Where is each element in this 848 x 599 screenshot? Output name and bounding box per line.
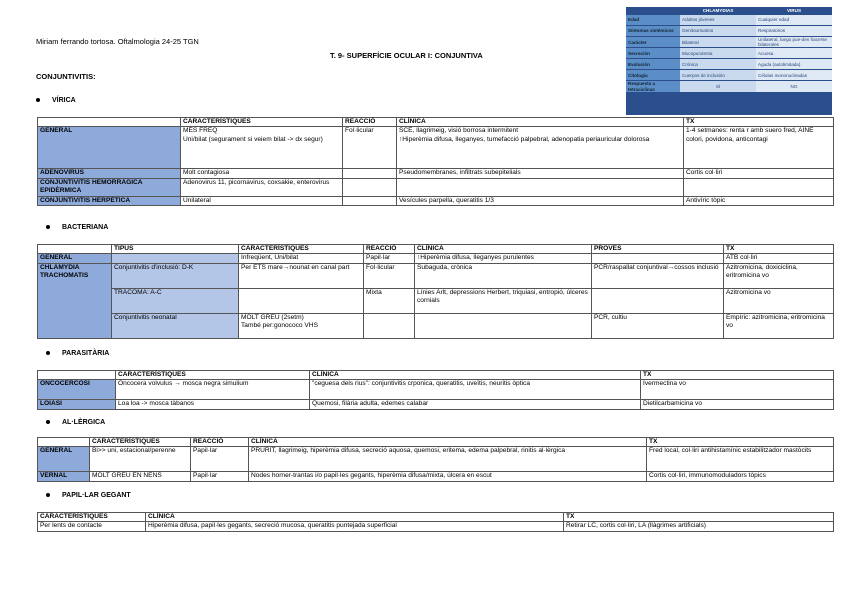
cell: Oncocera volvulus → mosca negra simulium [116, 380, 310, 400]
cell: Retirar LC, cortis col·liri, LA (llàgrimes artificials) [564, 522, 834, 531]
cell: PCR/raspallat conjuntival→cossos inclusió [592, 263, 724, 288]
cell: Cortis col·liri, immunomoduladors tòpics [647, 472, 834, 481]
inset-key: Síntomas sistémicos [626, 26, 680, 37]
inset-val: Cualquier edad [756, 15, 832, 26]
col-header: PROVES [592, 245, 724, 254]
cell: Quemosi, filària adulta, edemes calabar [310, 400, 641, 409]
col-header: REACCIÓ [343, 118, 397, 127]
inset-val: SÍ [680, 81, 756, 92]
cell: ↑Hiperèmia difusa, lleganyes purulentes [415, 254, 592, 263]
col-header: CLÍNICA [397, 118, 684, 127]
cell: MOLT GREU EN NENS [90, 472, 191, 481]
cell: Vesícules parpella, queratitis 1/3 [397, 196, 684, 205]
cell [684, 178, 834, 196]
cell: Adenovirus 11, picornavirus, coxsakie, enterovirus [181, 178, 343, 196]
cell: Azitromicina, doxiciclina, eritromicina vo [724, 263, 834, 288]
cell [343, 169, 397, 178]
row-label: GENERAL [38, 254, 112, 263]
inset-key: Citología [626, 70, 680, 81]
inset-val: Unilateral, luego pue-den hacerse bilaterales [756, 37, 832, 48]
col-header: CLÍNICA [310, 371, 641, 380]
cell [112, 254, 239, 263]
cell: Antivíric tòpic [684, 196, 834, 205]
inset-key: Edad [626, 15, 680, 26]
cell: ATB col·liri [724, 254, 834, 263]
bullet-dot-icon [46, 493, 50, 497]
cell [343, 196, 397, 205]
col-header: CARACTERÍSTIQUES [181, 118, 343, 127]
cell: Loa loa -> mosca tàbanos [116, 400, 310, 409]
cell: Papil·lar [191, 447, 249, 472]
cell [415, 313, 592, 338]
cell [343, 178, 397, 196]
cell: Fol·licular [364, 263, 415, 288]
bullet-dot-icon [46, 351, 50, 355]
cell: Pseudomembranes, infiltrats subepitelials [397, 169, 684, 178]
cell: Azitromicina vo [724, 288, 834, 313]
cell: 1-4 setmanes: renta r amb suero fred, AINE colori, povidona, anticontagi [684, 127, 834, 169]
col-header: TIPUS [112, 245, 239, 254]
cell: Dietilcarbamicina vo [641, 400, 834, 409]
bullet-alergica [46, 419, 105, 426]
col-header: CARACTERÍSTIQUES [116, 371, 310, 380]
cell [364, 313, 415, 338]
alergica-table [37, 437, 834, 482]
inset-val: Mucopurulenta [680, 48, 756, 59]
row-label: VERNAL [38, 472, 90, 481]
cell: MÉS FREQ Uni/bilat (segurament si veiem bilat -> dx segur) [181, 127, 343, 169]
cell: Ivermectina vo [641, 380, 834, 400]
col-header: CLÍNICA [249, 438, 647, 447]
row-label: CONJUNTIVITIS HERPÈTICA [38, 196, 181, 205]
cell: Línies Arlt, depressions Herbert, triquiasi, entropió, úlceres cornials [415, 288, 592, 313]
col-header: TX [647, 438, 834, 447]
cell: Infreqüent, Uni/bilat [239, 254, 364, 263]
col-header: REACCIÓ [364, 245, 415, 254]
bullet-papil [46, 492, 131, 499]
bullet-label: PARASITÀRIA [62, 350, 110, 357]
bullet-bacteriana [46, 224, 108, 231]
cell: Empíric: azitromicina, eritromicina vo [724, 313, 834, 338]
cell: Bi>> uni, estacional/perenne [90, 447, 191, 472]
col-header: CARACTERÍSTIQUES [90, 438, 191, 447]
cell [397, 178, 684, 196]
row-label: CONJUNTIVITIS HEMORRÀGICA EPIDÈRMICA [38, 178, 181, 196]
bullet-dot-icon [36, 98, 40, 102]
cell: Subaguda, crònica [415, 263, 592, 288]
bullet-virica [36, 97, 76, 104]
row-label: ONCOCERCOSI [38, 380, 116, 400]
row-label: ADENOVIRUS [38, 169, 181, 178]
inset-key: Secreción [626, 48, 680, 59]
col-header: TX [684, 118, 834, 127]
inset-col-virus: VIRUS [756, 7, 832, 15]
inset-val: Acuosa [756, 48, 832, 59]
col-header: TX [641, 371, 834, 380]
col-header [38, 371, 116, 380]
col-header: CARACTERÍSTIQUES [239, 245, 364, 254]
inset-val: Genitourinarios [680, 26, 756, 37]
row-label: CHLAMYDIA TRACHOMATIS [38, 263, 112, 338]
bullet-label: BACTERIANA [62, 224, 109, 231]
bullet-dot-icon [46, 225, 50, 229]
section-heading: CONJUNTIVITIS: [36, 72, 96, 81]
cell: Conjuntivitis d'inclusió: D-K [112, 263, 239, 288]
col-header: REACCIÓ [191, 438, 249, 447]
cell: Papil·lar [364, 254, 415, 263]
inset-key: Respuesta a tetraciclinas [626, 81, 680, 92]
cell: Cortis col·liri [684, 169, 834, 178]
parasitaria-table [37, 370, 834, 410]
author-line: Miriam ferrando tortosa. Oftalmologia 24-25 TGN [36, 37, 199, 46]
bacteriana-table [37, 244, 834, 339]
col-header: CARACTERÍSTIQUES [38, 513, 146, 522]
viric-table [37, 117, 834, 206]
inset-col-chlamydias: CHLAMYDIAS [680, 7, 756, 15]
col-header [38, 118, 181, 127]
cell: Molt contagiosa [181, 169, 343, 178]
cell: Conjuntivitis neonatal [112, 313, 239, 338]
cell: PRURIT, llagrimeig, hiperèmia difusa, secreció aquosa, quemosi, eritema, edema palpebral, rinitis al·lèrgica [249, 447, 647, 472]
row-label: GENERAL [38, 127, 181, 169]
cell: Fred local, col·liri antihistamínic estabilitzador mastòcits [647, 447, 834, 472]
inset-val: Respiratorios [756, 26, 832, 37]
row-label: GENERAL [38, 447, 90, 472]
inset-val: Crónica [680, 59, 756, 70]
inset-val: Aguda (autolimitada) [756, 59, 832, 70]
cell: "ceguesa dels rius": conjuntivitis crponica, queratitis, uveïtis, neuritis òptica [310, 380, 641, 400]
col-header: CLÍNICA [415, 245, 592, 254]
cell: Per ETS mare→nounat en canal part [239, 263, 364, 288]
col-header: TX [564, 513, 834, 522]
bullet-dot-icon [46, 420, 50, 424]
cell: Hiperèmia difusa, papil·les gegants, secreció mucosa, queratitis puntejada superficial [146, 522, 564, 531]
cell: MOLT GREU (2setm) També per:gonococo VHS [239, 313, 364, 338]
cell: Per lents de contacte [38, 522, 146, 531]
inset-val: NO [756, 81, 832, 92]
bullet-label: AL·LÈRGICA [62, 419, 106, 426]
cell: Papil·lar [191, 472, 249, 481]
row-label: LOIASI [38, 400, 116, 409]
cell: Fol·licular [343, 127, 397, 169]
bullet-label: VÍRICA [52, 97, 76, 104]
inset-val: Células mononucleadas [756, 70, 832, 81]
papil-table [37, 512, 834, 532]
col-header [38, 438, 90, 447]
cell: SCE, llagrimeig, visió borrosa intermitent ↑Hiperèmia difusa, lleganyes, tumefacció palpebral, adenopatia periauricular dolorosa [397, 127, 684, 169]
inset-val: Bilateral [680, 37, 756, 48]
bullet-parasitaria [46, 350, 109, 357]
cell: Unilateral [181, 196, 343, 205]
cell: TRACOMA: A-C [112, 288, 239, 313]
col-header: CLÍNICA [146, 513, 564, 522]
col-header: TX [724, 245, 834, 254]
bullet-label: PAPIL·LAR GEGANT [62, 492, 131, 499]
inset-val: Adultos jóvenes [680, 15, 756, 26]
cell [239, 288, 364, 313]
page-title: T. 9- SUPERFÍCIE OCULAR I: CONJUNTIVA [330, 51, 483, 60]
chlamydia-virus-inset [626, 7, 832, 115]
cell [592, 254, 724, 263]
inset-key: Carácter [626, 37, 680, 48]
inset-key: Evolución [626, 59, 680, 70]
inset-val: Cuerpos de inclusión [680, 70, 756, 81]
cell: Nodes horner-trantas i/o papil·les gegants, hiperèmia difusa/mixta, úlcera en escut [249, 472, 647, 481]
cell: PCR, cultiu [592, 313, 724, 338]
col-header [38, 245, 112, 254]
cell: Mixta [364, 288, 415, 313]
cell [592, 288, 724, 313]
